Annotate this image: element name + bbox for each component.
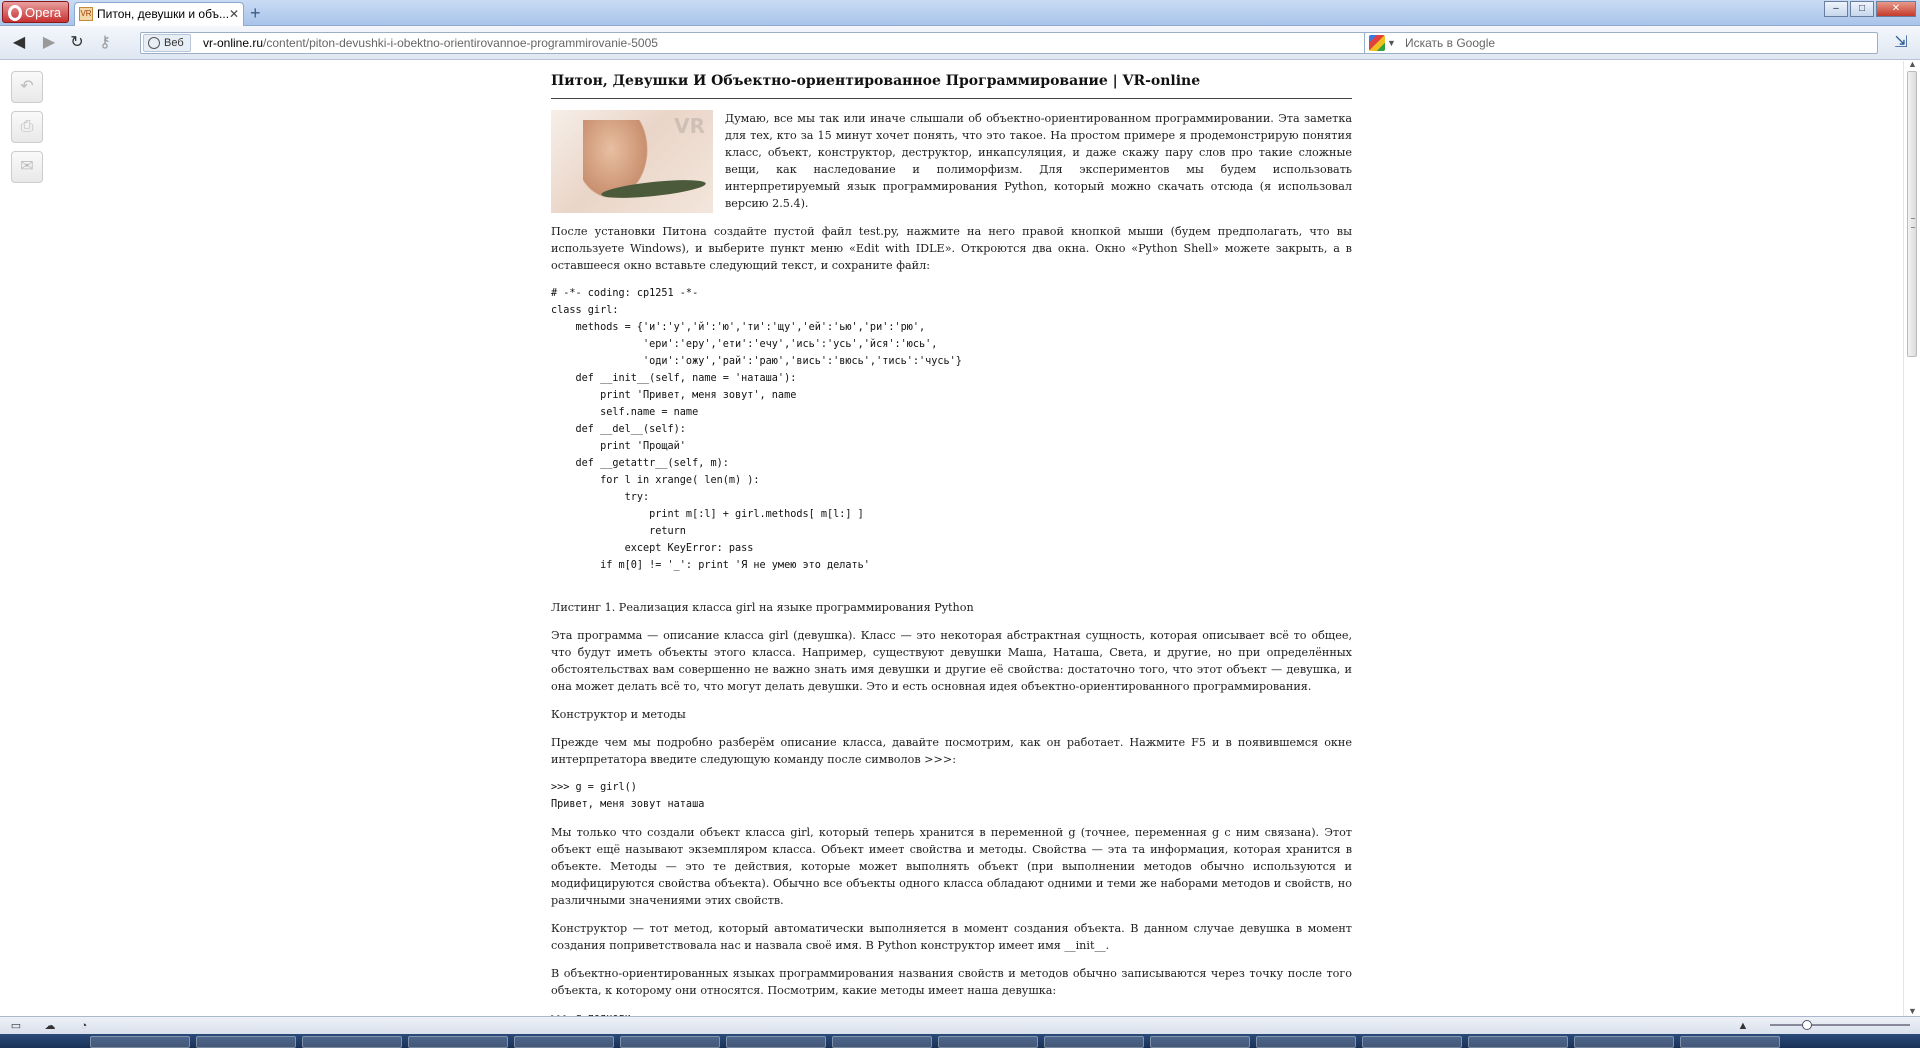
navigation-toolbar xyxy=(0,26,1920,60)
taskbar-item[interactable] xyxy=(408,1036,508,1048)
image-watermark: VR xyxy=(674,114,705,138)
globe-icon xyxy=(148,37,160,49)
tab-title: Питон, девушки и объ... xyxy=(97,7,230,21)
taskbar-item[interactable] xyxy=(1468,1036,1568,1048)
taskbar-item[interactable] xyxy=(1044,1036,1144,1048)
speed-dial-icon[interactable]: ◔ xyxy=(80,1020,88,1032)
zoom-slider-knob[interactable] xyxy=(1802,1020,1812,1030)
search-placeholder: Искать в Google xyxy=(1405,36,1496,50)
taskbar-item[interactable] xyxy=(726,1036,826,1048)
url-text[interactable] xyxy=(203,35,658,51)
google-icon xyxy=(1369,35,1385,51)
article-image xyxy=(551,110,713,213)
tab-close-icon[interactable]: ✕ xyxy=(228,7,239,21)
url-path: /content/piton-devushki-i-obektno-orientirovannoe-programmirovanie-5005 xyxy=(263,36,658,50)
page-side-panel xyxy=(0,61,54,1016)
maximize-button[interactable]: □ xyxy=(1850,1,1874,17)
paragraph-object: Мы только что создали объект класса girl, который теперь хранится в переменной g (точнее, переменная g с ним связана). Этот объект ещё называют экземпляром класса. Объект имеет свойства и методы. Свойства — эта та информация, которая хранится в объекте. Методы — это те действия, которые может выполнять объект (при выполнении методов обычно используются и модифицируются свойства объекта). Обычно все объекты одного класса обладают одними и теми же наборами методов и свойств, но различными значениями этих свойств. xyxy=(551,826,1352,907)
paragraph-install: После установки Питона создайте пустой файл test.py, нажмите на него правой кнопкой мыши (будем предполагать, что вы используете Windows), и выберите пункт меню «Edit with IDLE». Откроются два окна. Окно «Python Shell» можете закрыть, а в оставшееся окно вставьте следующий текст, и сохраните файл: xyxy=(551,225,1352,272)
taskbar-item[interactable] xyxy=(938,1036,1038,1048)
print-icon[interactable]: ⎙ xyxy=(11,111,43,143)
browser-titlebar xyxy=(0,0,1920,26)
status-bar xyxy=(0,1016,1920,1034)
panel-icon[interactable]: ▭ xyxy=(10,1020,22,1032)
taskbar-item[interactable] xyxy=(90,1036,190,1048)
taskbar-item[interactable] xyxy=(1362,1036,1462,1048)
panel-toggle-icon[interactable]: ⇲ xyxy=(1894,34,1908,51)
web-badge[interactable] xyxy=(143,34,191,52)
undo-icon[interactable]: ↶ xyxy=(11,71,43,103)
opera-menu-label: Opera xyxy=(25,5,62,20)
section-heading: Конструктор и методы xyxy=(551,708,686,721)
listing-caption: Листинг 1. Реализация класса girl на языке программирования Python xyxy=(551,601,974,614)
scroll-up-icon[interactable]: ▲ xyxy=(1908,59,1917,69)
close-window-button[interactable]: ✕ xyxy=(1876,1,1916,17)
reload-icon[interactable]: ↻ xyxy=(70,34,84,51)
mail-icon[interactable]: ✉ xyxy=(11,151,43,183)
new-tab-button[interactable]: + xyxy=(250,3,261,23)
web-badge-label: Веб xyxy=(164,37,184,49)
taskbar-item[interactable] xyxy=(1680,1036,1780,1048)
article xyxy=(551,62,1352,1016)
os-taskbar xyxy=(0,1034,1920,1048)
taskbar-item[interactable] xyxy=(514,1036,614,1048)
taskbar-item[interactable] xyxy=(620,1036,720,1048)
paragraph-f5: Прежде чем мы подробно разберём описание класса, давайте посмотрим, как он работает. Нажмите F5 и в появившемся окне интерпретатора введите следующую команду после символов >>>: xyxy=(551,736,1352,766)
minimize-button[interactable]: – xyxy=(1824,1,1848,17)
scroll-thumb[interactable] xyxy=(1907,71,1917,357)
page-title: Питон, Девушки И Объектно-ориентированное Программирование | VR-online xyxy=(551,71,1352,99)
favicon-icon: VR xyxy=(79,7,93,21)
url-domain: vr-online.ru xyxy=(203,36,264,50)
key-icon[interactable]: ⚷ xyxy=(99,34,111,51)
taskbar-item[interactable] xyxy=(1256,1036,1356,1048)
taskbar-item[interactable] xyxy=(832,1036,932,1048)
address-bar[interactable] xyxy=(140,32,1392,54)
paragraph-class: Эта программа — описание класса girl (девушка). Класс — это некоторая абстрактная сущность, которая описывает всё то общее, что будут иметь объекты этого класса. Например, существуют девушки Маша, Наташа, Света, и другие, но при определённых обстоятельствах вам совершенно не важно знать имя девушки и другие её свойства: достаточно того, что этот объект — девушка, и она может делать всё то, что могут делать девушки. Это и есть основная идея объектно-ориентированного программирования. xyxy=(551,629,1352,693)
forward-arrow-icon[interactable]: ▶ xyxy=(42,34,56,51)
taskbar-item[interactable] xyxy=(302,1036,402,1048)
tab-active[interactable] xyxy=(74,2,244,26)
scroll-down-icon[interactable]: ▼ xyxy=(1908,1006,1917,1016)
taskbar-item[interactable] xyxy=(1150,1036,1250,1048)
cloud-icon[interactable]: ☁ xyxy=(44,1020,56,1032)
paragraph-intro: Думаю, все мы так или иначе слышали об объектно-ориентированном программировании. Эта заметка для тех, кто за 15 минут хочет понять, что это такое. На простом примере я продемонстрирую понятия класс, объект, конструктор, деструктор, инкапсуляция, и даже скажу пару слов про такие сложные вещи, как наследование и полиморфизм. Для экспериментов мы будем использовать интерпретируемый язык программирования Python, который можно скачать отсюда (я использовал версию 2.5.4). xyxy=(725,112,1352,210)
chevron-down-icon[interactable]: ▼ xyxy=(1387,38,1396,48)
zoom-up-icon[interactable]: ▲ xyxy=(1737,1020,1749,1032)
taskbar-item[interactable] xyxy=(196,1036,296,1048)
search-field[interactable] xyxy=(1364,32,1878,54)
back-arrow-icon[interactable]: ◀ xyxy=(12,34,26,51)
paragraph-methods: В объектно-ориентированных языках программирования названия свойств и методов обычно записываются через точку после того объекта, к которому они относятся. Посмотрим, какие методы имеет наша девушка: xyxy=(551,967,1352,997)
paragraph-constructor: Конструктор — тот метод, который автоматически выполняется в момент создания объекта. В данном случае девушка в момент создания поприветствовала нас и назвала своё имя. В Python конструктор имеет имя __init__. xyxy=(551,922,1352,952)
opera-menu-button[interactable] xyxy=(2,1,69,23)
opera-logo-icon xyxy=(8,5,22,21)
window-controls xyxy=(1824,1,1916,17)
code-listing-1: # -*- coding: cp1251 -*- class girl: methods = {'и':'у','й':'ю','ти':'щу','ей':'ью','ри':'рю', 'ери':'еру','ети':'ечу','ись':'усь','йся':'юсь', 'оди':'ожу','рай':'раю','вись':'вюсь','тись':'чусь'} def __init__(self, name = 'наташа'): print 'Привет, меня зовут', name self.name = name def __del__(self): print 'Прощай' def __getattr__(self, m): for l in xrange( len(m) ): try: print m[:l] + girl.methods[ m[l:] ] return except KeyError: pass if m[0] != '_': print 'Я не умею это делать' xyxy=(551,288,962,571)
code-listing-2: >>> g = girl() Привет, меня зовут наташа xyxy=(551,782,705,810)
zoom-slider[interactable] xyxy=(1770,1024,1910,1026)
vertical-scrollbar[interactable] xyxy=(1903,61,1920,1016)
scroll-grip-icon xyxy=(1911,218,1915,228)
taskbar-item[interactable] xyxy=(1574,1036,1674,1048)
